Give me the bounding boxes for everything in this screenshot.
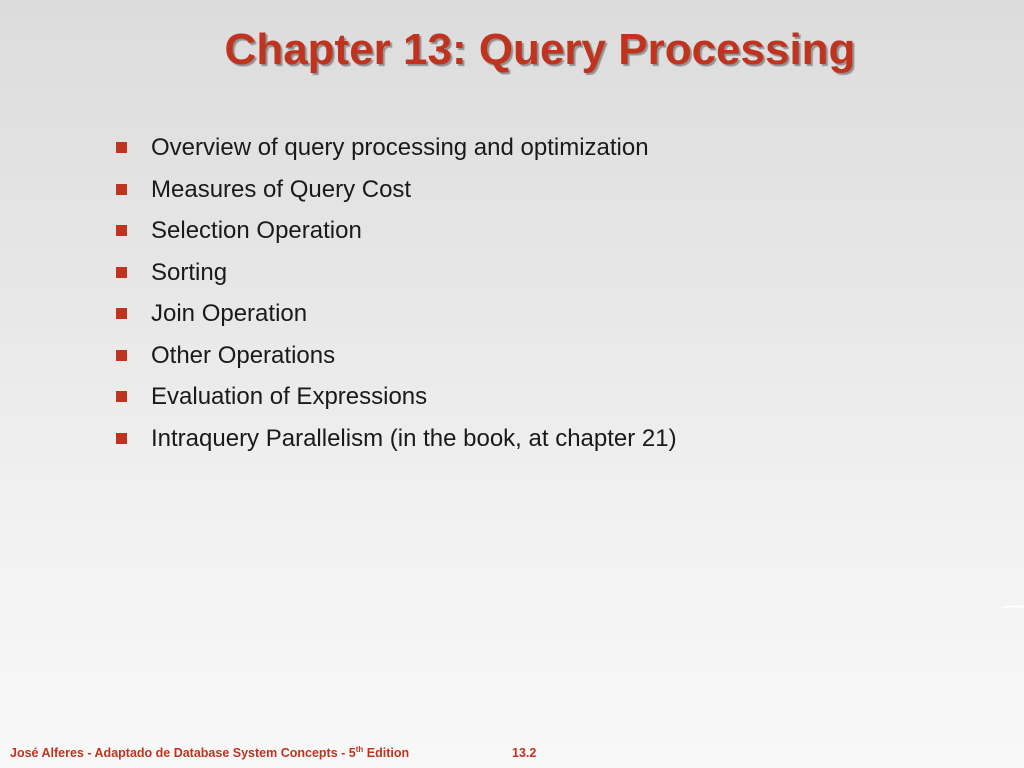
list-item (114, 376, 677, 418)
bullet-list (114, 127, 677, 459)
list-item (114, 210, 677, 252)
bullet-text: Intraquery Parallelism (in the book, at chapter 21) (151, 424, 677, 452)
footer-prefix: José Alferes - Adaptado de Database System Concepts - 5 (10, 746, 356, 760)
footer-citation (10, 746, 409, 760)
list-item (114, 418, 677, 460)
square-bullet-icon (116, 433, 127, 444)
bullet-text: Selection Operation (151, 217, 362, 244)
square-bullet-icon (116, 267, 127, 278)
square-bullet-icon (116, 308, 127, 319)
bullet-text: Overview of query processing and optimization (151, 134, 649, 161)
list-item (114, 169, 677, 211)
list-item (114, 293, 677, 335)
square-bullet-icon (116, 391, 127, 402)
list-item (114, 252, 677, 294)
footer-suffix: Edition (363, 746, 410, 760)
bullet-text: Join Operation (151, 300, 308, 327)
footer-superscript: th (355, 744, 364, 754)
square-bullet-icon (116, 225, 127, 236)
slide-title: Chapter 13: Query Processing (224, 25, 856, 74)
bullet-text: Measures of Query Cost (151, 175, 412, 203)
list-item (114, 127, 677, 169)
swoosh-decoration-icon (996, 604, 1024, 612)
square-bullet-icon (116, 184, 127, 195)
bullet-text: Sorting (151, 258, 228, 286)
list-item (114, 335, 677, 377)
bullet-text: Evaluation of Expressions (151, 383, 428, 410)
bullet-text: Other Operations (151, 341, 336, 369)
square-bullet-icon (116, 142, 127, 153)
page-number: 13.2 (512, 746, 537, 760)
square-bullet-icon (116, 350, 127, 361)
